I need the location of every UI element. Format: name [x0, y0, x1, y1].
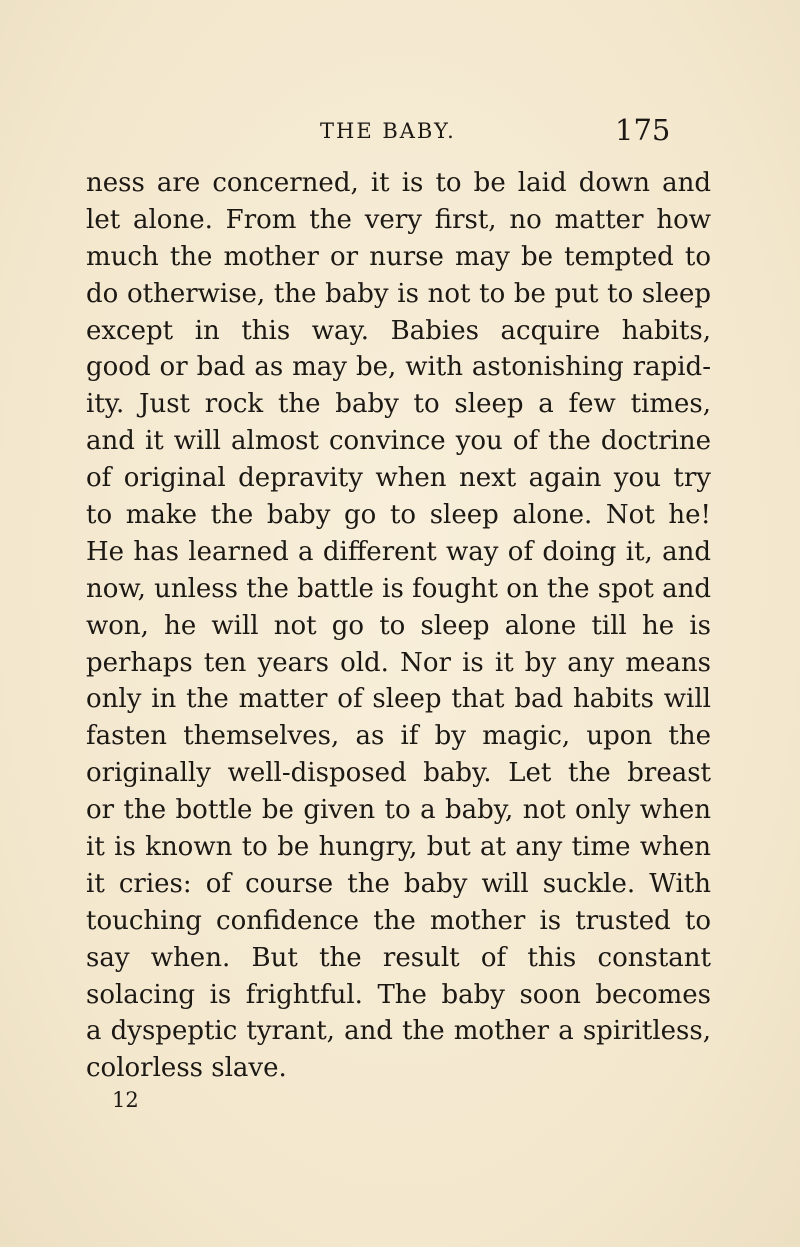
text-line: He has learned a different way of doing it, and [86, 536, 711, 567]
text-line: do otherwise, the baby is not to be put to sleep [86, 278, 711, 309]
body-paragraph [86, 165, 711, 1087]
text-line: it cries: of course the baby will suckle. With [86, 868, 711, 899]
text-line: of original depravity when next again you try [86, 463, 711, 494]
text-line: and it will almost convince you of the doctrine [86, 426, 711, 457]
text-line: only in the matter of sleep that bad habits will [86, 684, 711, 715]
text-line: except in this way. Babies acquire habits, [86, 315, 711, 346]
text-line: fasten themselves, as if by magic, upon the [86, 721, 711, 752]
text-line: good or bad as may be, with astonishing rapid- [86, 352, 711, 383]
text-line: solacing is frightful. The baby soon becomes [86, 979, 711, 1010]
text-line: it is known to be hungry, but at any time when [86, 832, 711, 863]
text-line: won, he will not go to sleep alone till he is [86, 610, 711, 641]
text-line: let alone. From the very first, no matter how [86, 204, 711, 235]
text-line: colorless slave. [86, 1053, 287, 1084]
text-line: ity. Just rock the baby to sleep a few times, [86, 389, 711, 420]
text-line: to make the baby go to sleep alone. Not he! [86, 500, 711, 531]
running-title: THE BABY. [320, 119, 456, 143]
text-line: touching confidence the mother is trusted to [86, 905, 711, 936]
signature-mark: 12 [112, 1088, 139, 1112]
text-line: or the bottle be given to a baby, not only when [86, 795, 711, 826]
running-head [0, 113, 800, 153]
text-line: a dyspeptic tyrant, and the mother a spiritless, [86, 1016, 711, 1047]
text-line: originally well-disposed baby. Let the breast [86, 758, 711, 789]
text-line: perhaps ten years old. Nor is it by any means [86, 647, 711, 678]
text-line: say when. But the result of this constant [86, 942, 711, 973]
text-line: now, unless the battle is fought on the spot and [86, 573, 711, 604]
text-line: much the mother or nurse may be tempted to [86, 241, 711, 272]
text-line: ness are concerned, it is to be laid down and [86, 168, 711, 198]
page-number: 175 [615, 113, 671, 147]
